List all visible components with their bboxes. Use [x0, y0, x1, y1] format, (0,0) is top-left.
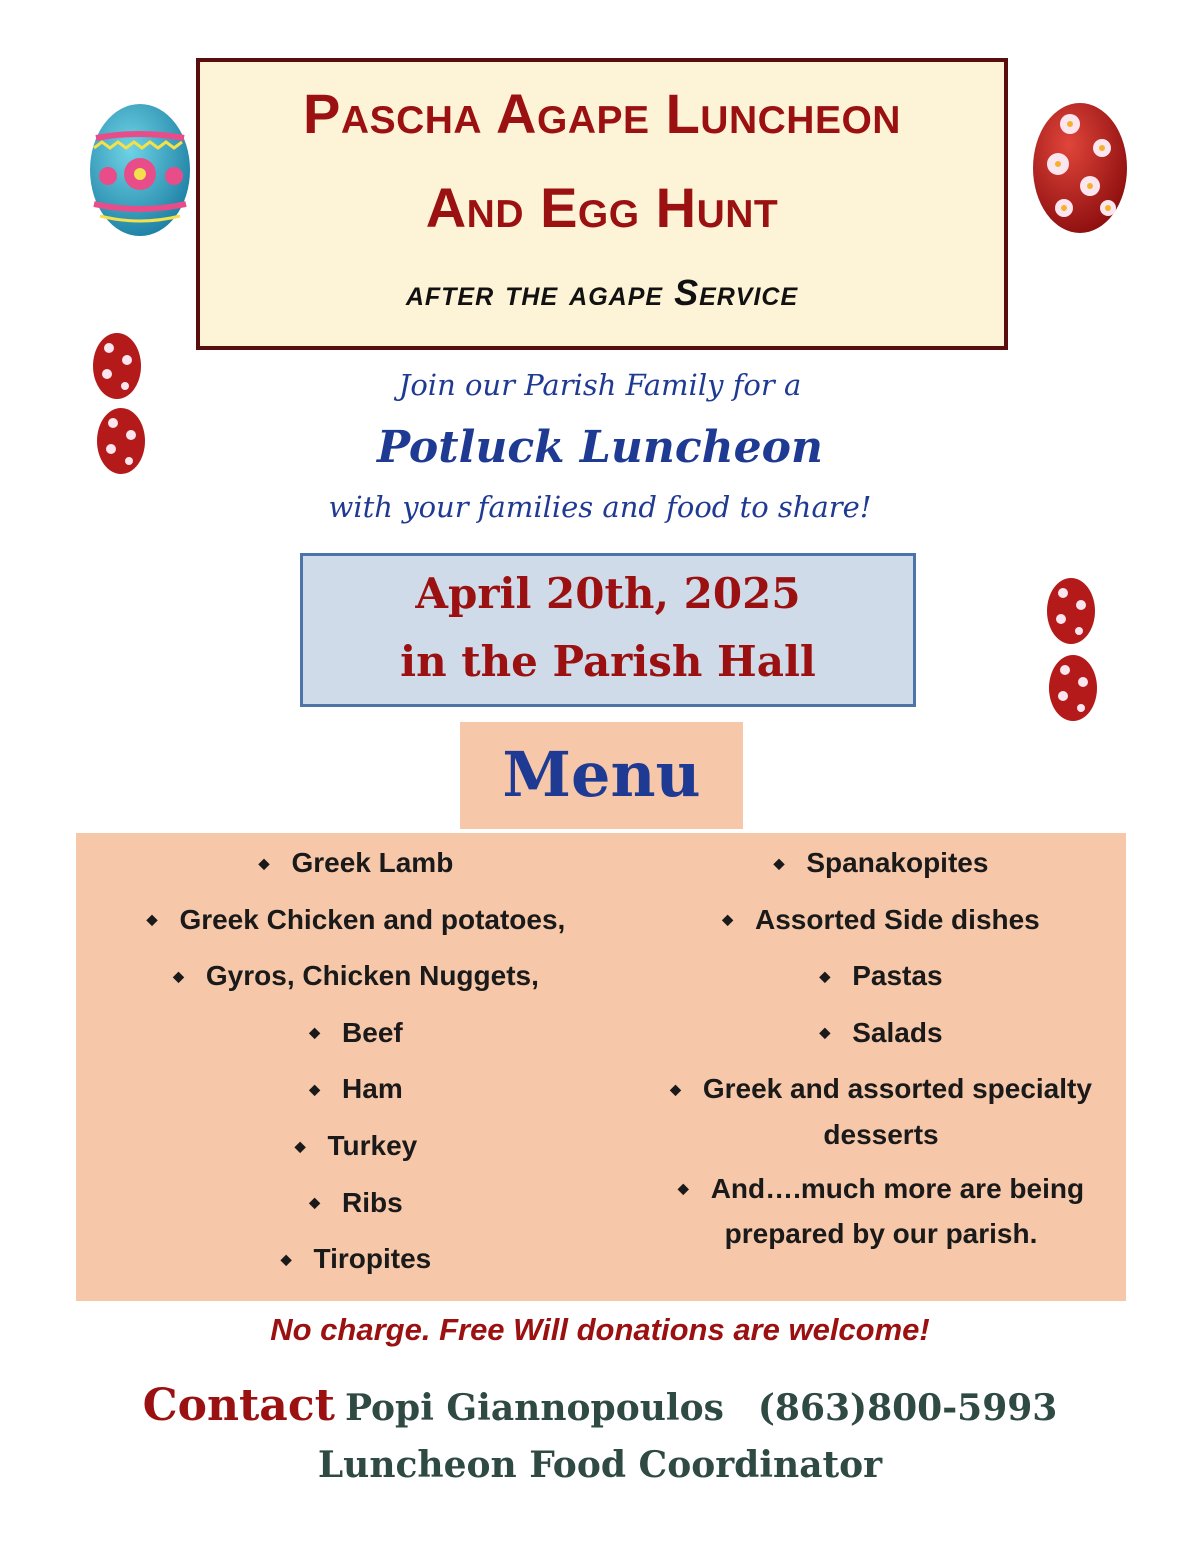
diamond-bullet-icon: ◆ — [309, 1024, 321, 1041]
menu-item: ◆ Ribs — [76, 1181, 636, 1227]
menu-item: ◆ Turkey — [76, 1124, 636, 1170]
invitation-line3: with your families and food to share! — [328, 490, 872, 524]
contact-label: Contact — [142, 1380, 335, 1431]
event-subtitle: after the agape Service — [405, 272, 799, 313]
diamond-bullet-icon: ◆ — [309, 1194, 321, 1211]
blue-easter-egg-icon — [86, 96, 194, 238]
menu-item: ◆ Greek Chicken and potatoes, — [76, 898, 636, 944]
menu-panel — [76, 833, 1126, 1301]
red-flower-easter-egg-icon — [1047, 652, 1099, 722]
title-box — [196, 58, 1008, 350]
diamond-bullet-icon: ◆ — [309, 1081, 321, 1098]
red-flower-easter-egg-icon — [1030, 96, 1130, 236]
diamond-bullet-icon: ◆ — [173, 967, 184, 984]
diamond-bullet-icon: ◆ — [722, 911, 733, 928]
diamond-bullet-icon: ◆ — [146, 911, 158, 928]
menu-item: ◆ And….much more are being prepared by our parish. — [596, 1167, 1166, 1255]
contact-phone: (863)800-5993 — [757, 1387, 1058, 1429]
diamond-bullet-icon: ◆ — [294, 1137, 306, 1154]
menu-heading: Menu — [502, 738, 701, 811]
diamond-bullet-icon: ◆ — [819, 967, 831, 984]
diamond-bullet-icon: ◆ — [819, 1024, 831, 1041]
event-title-line2: And Egg Hunt — [425, 176, 779, 239]
contact-line — [0, 1380, 1200, 1431]
event-title-line1: Pascha Agape Luncheon — [303, 82, 901, 145]
menu-item: ◆ Tiropites — [76, 1237, 636, 1283]
menu-item: ◆ Greek and assorted specialty desserts — [596, 1067, 1166, 1155]
menu-item: ◆ Assorted Side dishes — [596, 898, 1166, 944]
contact-role: Luncheon Food Coordinator — [317, 1444, 883, 1486]
menu-item: ◆ Ham — [76, 1067, 636, 1113]
menu-item: ◆ Salads — [596, 1011, 1166, 1057]
event-location: in the Parish Hall — [400, 637, 816, 686]
contact-name: Popi Giannopoulos — [344, 1387, 724, 1429]
diamond-bullet-icon: ◆ — [258, 854, 270, 871]
date-box — [300, 553, 916, 707]
red-flower-easter-egg-icon — [1045, 575, 1097, 645]
menu-item: ◆ Greek Lamb — [76, 841, 636, 887]
diamond-bullet-icon: ◆ — [670, 1080, 681, 1097]
diamond-bullet-icon: ◆ — [773, 854, 785, 871]
invitation-line1: Join our Parish Family for a — [398, 368, 802, 402]
menu-item: ◆ Gyros, Chicken Nuggets, — [76, 954, 636, 1000]
donation-note: No charge. Free Will donations are welcome! — [270, 1312, 930, 1347]
menu-heading-box — [460, 722, 743, 829]
diamond-bullet-icon: ◆ — [280, 1250, 292, 1267]
menu-item: ◆ Spanakopites — [596, 841, 1166, 887]
menu-left-column — [76, 841, 636, 1294]
menu-item: ◆ Beef — [76, 1011, 636, 1057]
menu-right-column — [596, 841, 1166, 1266]
menu-item: ◆ Pastas — [596, 954, 1166, 1000]
invitation-line2: Potluck Luncheon — [377, 422, 823, 473]
diamond-bullet-icon: ◆ — [677, 1179, 689, 1196]
event-date: April 20th, 2025 — [415, 569, 801, 618]
